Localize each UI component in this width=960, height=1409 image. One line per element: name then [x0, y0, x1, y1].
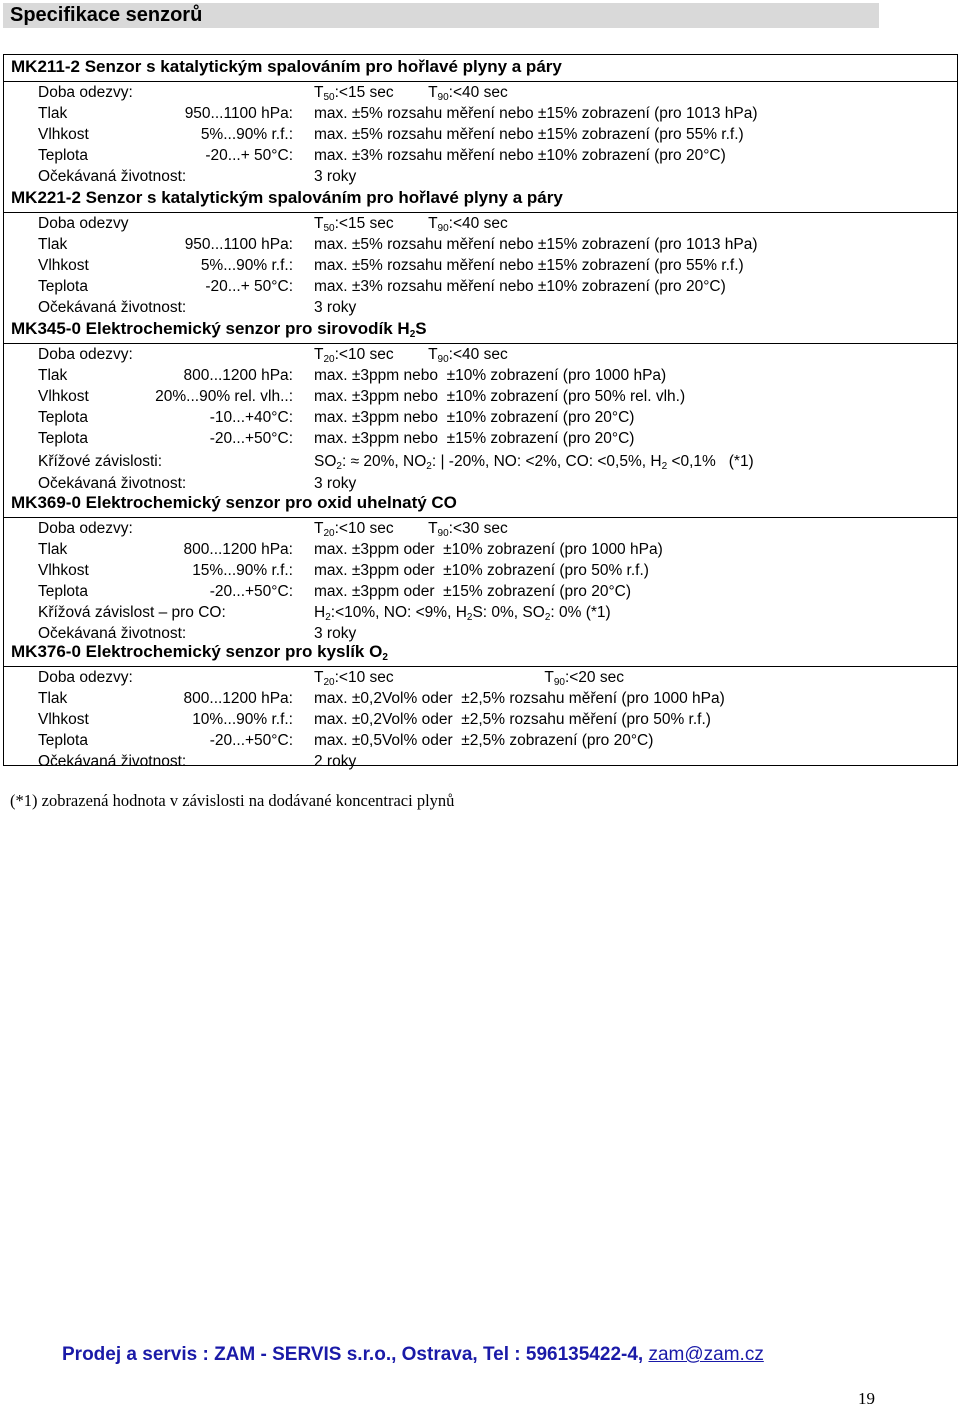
spec-row — [4, 407, 957, 428]
spec-label: Teplota — [38, 278, 88, 295]
spec-value: $SO_2$: ≈ 20%, $NO_2$: | -20%, NO: <2%, CO: <0,5%, $H_2 <0,1\%$ (*1) — [314, 453, 754, 472]
spec-label: Očekávaná životnost: — [38, 625, 187, 642]
spec-row — [4, 688, 957, 709]
spec-row — [4, 234, 957, 255]
spec-value: max. ±0,2Vol% oder ±2,5% rozsahu měření (pro 50% r.f.) — [314, 711, 711, 728]
spec-range: -20...+ 50°C: — [205, 147, 293, 164]
spec-value: 3 roky — [314, 168, 357, 185]
spec-label: Očekávaná životnost: — [38, 299, 187, 316]
spec-row — [4, 276, 957, 297]
spec-row — [4, 255, 957, 276]
sensor-title: MK221-2 Senzor s katalytickým spalováním pro hořlavé plyny a páry — [11, 188, 563, 207]
spec-label: Tlak — [38, 105, 68, 122]
spec-value: 3 roky — [314, 299, 357, 316]
spec-range: -10...+40°C: — [209, 409, 293, 426]
footnote: (*1) zobrazená hodnota v závislosti na dodávané koncentraci plynů — [10, 791, 455, 810]
spec-value: $T_{20}:<10$ sec $T_{90}:<30$ sec — [314, 520, 508, 539]
spec-label: Vlhkost — [38, 388, 89, 405]
spec-label: Teplota — [38, 147, 88, 164]
spec-range: -20...+50°C: — [209, 430, 293, 447]
spec-row — [4, 667, 957, 688]
spec-row — [4, 473, 957, 494]
spec-row — [4, 450, 957, 474]
spec-label: Teplota — [38, 430, 88, 447]
spec-value: $H_2:<10\%$, NO: <9%, $H_2S$: 0%, $SO_2$: 0% (*1) — [314, 604, 611, 623]
spec-value: $T_{50}:<15$ sec $T_{90}:<40$ sec — [314, 215, 508, 234]
sensor-title: MK376-0 Elektrochemický senzor pro kyslík $O_2$ — [11, 642, 388, 663]
spec-label: Doba odezvy: — [38, 84, 133, 101]
spec-value: max. ±5% rozsahu měření nebo ±15% zobrazení (pro 1013 hPa) — [314, 236, 758, 253]
spec-value: max. ±0,5Vol% oder ±2,5% zobrazení (pro 20°C) — [314, 732, 654, 749]
spec-row — [4, 709, 957, 730]
spec-row — [4, 344, 957, 365]
spec-label: Očekávaná životnost: — [38, 753, 187, 770]
spec-row — [4, 82, 957, 103]
spec-range: -20...+50°C: — [209, 583, 293, 600]
sensor-title: MK345-0 Elektrochemický senzor pro sirovodík $H_2S$ — [11, 319, 427, 340]
spec-row — [4, 539, 957, 560]
spec-label: Vlhkost — [38, 257, 89, 274]
contact-line — [62, 1344, 764, 1366]
spec-label: Křížové závislosti: — [38, 453, 163, 470]
spec-label: Teplota — [38, 583, 88, 600]
spec-range: 5%...90% r.f.: — [200, 126, 293, 143]
spec-value: 3 roky — [314, 625, 357, 642]
spec-value: 3 roky — [314, 475, 357, 492]
spec-row — [4, 730, 957, 751]
spec-label: Teplota — [38, 409, 88, 426]
spec-value: max. ±5% rozsahu měření nebo ±15% zobrazení (pro 55% r.f.) — [314, 257, 744, 274]
spec-value: max. ±3ppm nebo ±10% zobrazení (pro 20°C) — [314, 409, 635, 426]
spec-row — [4, 560, 957, 581]
spec-value: max. ±5% rozsahu měření nebo ±15% zobrazení (pro 55% r.f.) — [314, 126, 744, 143]
spec-label: Doba odezvy: — [38, 669, 133, 686]
spec-row — [4, 145, 957, 166]
spec-label: Očekávaná životnost: — [38, 168, 187, 185]
spec-label: Doba odezvy: — [38, 520, 133, 537]
page-title: Specifikace senzorů — [3, 3, 879, 28]
spec-label: Vlhkost — [38, 562, 89, 579]
spec-value: max. ±3ppm nebo ±10% zobrazení (pro 50% rel. vlh.) — [314, 388, 686, 405]
spec-row — [4, 428, 957, 449]
spec-value: 2 roky — [314, 753, 357, 770]
spec-value: $T_{50}:<15$ sec $T_{90}:<40$ sec — [314, 84, 508, 103]
spec-row — [4, 518, 957, 539]
spec-row — [4, 751, 957, 772]
spec-value: max. ±3% rozsahu měření nebo ±10% zobrazení (pro 20°C) — [314, 147, 726, 164]
contact-text: Prodej a servis : ZAM - SERVIS s.r.o., Ostrava, Tel : 596135422-4, — [62, 1344, 649, 1365]
spec-row — [4, 365, 957, 386]
sensor-title: MK211-2 Senzor s katalytickým spalováním pro hořlavé plyny a páry — [11, 57, 562, 76]
spec-label: Teplota — [38, 732, 88, 749]
spec-label: Tlak — [38, 236, 68, 253]
spec-label: Doba odezvy: — [38, 346, 133, 363]
spec-row — [4, 386, 957, 407]
spec-row — [4, 124, 957, 145]
spec-label: Vlhkost — [38, 711, 89, 728]
spec-value: max. ±3ppm oder ±15% zobrazení (pro 20°C) — [314, 583, 631, 600]
spec-row — [4, 103, 957, 124]
spec-range: 800...1200 hPa: — [183, 541, 293, 558]
spec-label: Tlak — [38, 367, 68, 384]
spec-label: Křížová závislost – pro CO: — [38, 604, 226, 621]
sensor-title: MK369-0 Elektrochemický senzor pro oxid uhelnatý CO — [11, 493, 457, 512]
spec-range: 950...1100 hPa: — [184, 236, 293, 253]
spec-range: 950...1100 hPa: — [184, 105, 293, 122]
spec-row — [4, 581, 957, 602]
sensor-spec-table — [3, 54, 958, 770]
spec-value: max. ±3ppm nebo ±10% zobrazení (pro 1000 hPa) — [314, 367, 667, 384]
spec-range: 15%...90% r.f.: — [192, 562, 293, 579]
spec-label: Vlhkost — [38, 126, 89, 143]
spec-row — [4, 213, 957, 234]
spec-row — [4, 297, 957, 318]
spec-range: 800...1200 hPa: — [183, 367, 293, 384]
spec-value: max. ±3ppm oder ±10% zobrazení (pro 50% r.f.) — [314, 562, 649, 579]
spec-label: Doba odezvy — [38, 215, 129, 232]
spec-label: Očekávaná životnost: — [38, 475, 187, 492]
spec-value: max. ±3ppm oder ±10% zobrazení (pro 1000 hPa) — [314, 541, 663, 558]
contact-email-link[interactable]: zam@zam.cz — [648, 1344, 764, 1365]
spec-range: 5%...90% r.f.: — [200, 257, 293, 274]
spec-range: 20%...90% rel. vlh..: — [155, 388, 293, 405]
spec-value: max. ±3% rozsahu měření nebo ±10% zobrazení (pro 20°C) — [314, 278, 726, 295]
spec-value: max. ±0,2Vol% oder ±2,5% rozsahu měření (pro 1000 hPa) — [314, 690, 725, 707]
spec-value: $T_{20}:<10$ sec $T_{90}:<20$ sec — [314, 669, 624, 688]
spec-row — [4, 623, 957, 644]
spec-range: 800...1200 hPa: — [183, 690, 293, 707]
spec-range: -20...+50°C: — [209, 732, 293, 749]
spec-label: Tlak — [38, 690, 68, 707]
spec-value: max. ±3ppm nebo ±15% zobrazení (pro 20°C) — [314, 430, 635, 447]
spec-row — [4, 602, 957, 623]
spec-value: $T_{20}:<10$ sec $T_{90}:<40$ sec — [314, 346, 508, 365]
spec-label: Tlak — [38, 541, 68, 558]
spec-range: -20...+ 50°C: — [205, 278, 293, 295]
page-number: 19 — [858, 1389, 875, 1408]
spec-range: 10%...90% r.f.: — [192, 711, 293, 728]
spec-row — [4, 166, 957, 187]
spec-value: max. ±5% rozsahu měření nebo ±15% zobrazení (pro 1013 hPa) — [314, 105, 758, 122]
